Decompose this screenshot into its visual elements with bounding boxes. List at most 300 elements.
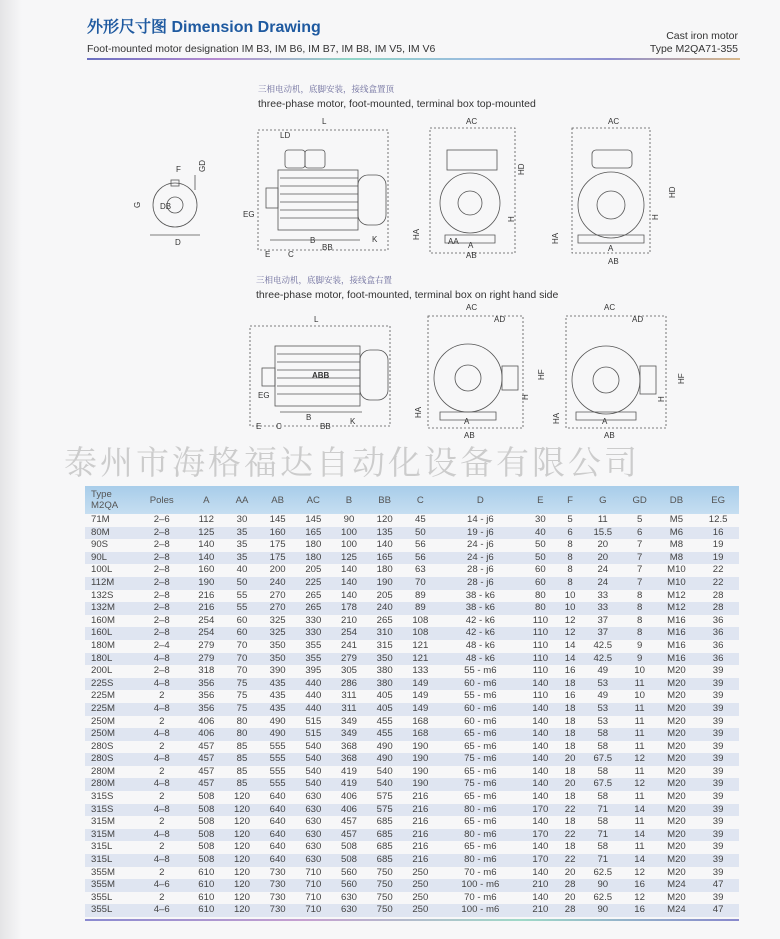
cell-aa: 70	[236, 665, 248, 677]
table-row	[85, 602, 739, 615]
cell-ab: 640	[269, 791, 286, 803]
cell-e: 140	[532, 891, 549, 903]
cell-ab: 640	[269, 828, 286, 840]
column-header-eg: EG	[697, 486, 739, 514]
cell-d: 42 - k6	[465, 627, 496, 639]
cell-a: 279	[198, 639, 215, 651]
cell-ac: 630	[305, 828, 322, 840]
cell-ac: 540	[305, 753, 322, 765]
cell-db: M20	[667, 740, 686, 752]
dimension-label-h: H	[657, 396, 666, 402]
motor-type-range: Type M2QA71-355	[649, 43, 738, 55]
cell-g: 20	[597, 539, 609, 551]
cell-a: 457	[198, 753, 215, 765]
rear-view-top-box	[572, 128, 650, 253]
cell-poles: 2–8	[153, 564, 170, 576]
cell-ab: 240	[269, 576, 286, 588]
cell-ab: 435	[269, 677, 286, 689]
table-row	[85, 741, 739, 754]
cell-ac: 225	[305, 576, 322, 588]
cell-b: 457	[340, 828, 357, 840]
cell-b: 630	[340, 904, 357, 916]
cell-e: 140	[532, 753, 549, 765]
dimension-label-e: E	[256, 422, 262, 431]
cell-b: 100	[340, 539, 357, 551]
cell-poles: 4–6	[153, 904, 170, 916]
cell-d: 65 - m6	[464, 728, 497, 740]
cell-poles: 2	[159, 841, 165, 853]
cell-type: 100L	[91, 564, 113, 576]
cell-e: 60	[535, 576, 546, 588]
cell-bb: 405	[376, 690, 393, 702]
cell-poles: 4–8	[153, 753, 170, 765]
cell-type: 132S	[91, 589, 114, 601]
cell-f: 10	[564, 589, 576, 601]
cell-a: 406	[198, 715, 215, 727]
cell-ac: 440	[305, 702, 322, 714]
cell-bb: 455	[376, 715, 393, 727]
cell-aa: 120	[233, 803, 250, 815]
cell-eg: 39	[712, 765, 724, 777]
cell-c: 149	[412, 677, 429, 689]
cell-db: M20	[667, 677, 686, 689]
cell-ac: 540	[305, 778, 322, 790]
cell-ac: 515	[305, 715, 322, 727]
table-row	[85, 564, 739, 577]
cell-d: 38 - k6	[465, 589, 496, 601]
cell-eg: 22	[712, 564, 724, 576]
cell-ab: 555	[269, 740, 286, 752]
cell-ac: 540	[305, 765, 322, 777]
cell-g: 49	[597, 690, 609, 702]
column-header-bb: BB	[367, 486, 403, 514]
cell-gd: 12	[634, 778, 645, 790]
cell-g: 42.5	[593, 652, 613, 664]
cell-bb: 685	[376, 854, 393, 866]
cell-f: 20	[564, 778, 576, 790]
cell-poles: 2–8	[153, 627, 170, 639]
cell-e: 110	[532, 690, 549, 702]
cell-e: 110	[532, 614, 549, 626]
cell-ac: 205	[305, 564, 322, 576]
cell-d: 48 - k6	[465, 652, 496, 664]
cell-db: M12	[667, 602, 686, 614]
column-header-poles: Poles	[135, 486, 188, 514]
cell-poles: 2–8	[153, 526, 170, 538]
cell-eg: 36	[712, 627, 724, 639]
cell-d: 100 - m6	[461, 904, 500, 916]
table-row	[85, 627, 739, 640]
table-row	[85, 552, 739, 565]
dimension-label-ha: HA	[414, 406, 423, 418]
cell-ac: 630	[305, 854, 322, 866]
cell-poles: 2	[159, 740, 165, 752]
dimension-label-ab: AB	[604, 431, 615, 440]
cell-db: M24	[667, 879, 686, 891]
cell-c: 149	[412, 702, 429, 714]
cell-db: M20	[667, 690, 686, 702]
cell-b: 286	[340, 677, 357, 689]
cell-eg: 19	[712, 551, 724, 563]
cell-poles: 2–8	[153, 539, 170, 551]
cell-eg: 28	[712, 602, 724, 614]
cell-a: 508	[198, 803, 215, 815]
cell-c: 190	[412, 753, 429, 765]
cell-ab: 555	[269, 753, 286, 765]
cell-b: 349	[340, 715, 357, 727]
cell-a: 279	[198, 652, 215, 664]
cell-ac: 355	[305, 652, 322, 664]
cell-ac: 145	[305, 514, 322, 525]
dimension-label-ad: AD	[494, 315, 506, 324]
dimension-label-ac: AC	[466, 117, 478, 126]
cell-type: 200L	[91, 665, 113, 677]
cell-ac: 330	[305, 614, 322, 626]
cell-db: M8	[669, 551, 684, 563]
cell-gd: 14	[634, 803, 645, 815]
cell-e: 110	[532, 652, 549, 664]
bottom-caption-en: three-phase motor, foot-mounted, terminal box on right hand side	[256, 289, 559, 301]
cell-d: 28 - j6	[467, 564, 494, 576]
cell-aa: 120	[233, 879, 250, 891]
cell-gd: 12	[634, 891, 645, 903]
cell-bb: 205	[376, 589, 393, 601]
cell-gd: 12	[634, 866, 645, 878]
cell-bb: 750	[376, 879, 393, 891]
cell-d: 75 - m6	[464, 778, 497, 790]
cell-aa: 120	[233, 904, 250, 916]
table-row	[85, 527, 739, 540]
cell-b: 140	[340, 589, 357, 601]
cell-aa: 85	[236, 740, 248, 752]
cell-f: 18	[564, 791, 576, 803]
cell-gd: 5	[636, 514, 643, 525]
cell-b: 406	[340, 791, 357, 803]
dimension-label-h: H	[521, 394, 530, 400]
cell-aa: 50	[236, 576, 248, 588]
column-header-aa: AA	[224, 486, 260, 514]
cell-e: 110	[532, 639, 549, 651]
dimension-label-gd: GD	[198, 160, 207, 172]
page-title: 外形尺寸图 Dimension Drawing	[87, 19, 321, 36]
cell-db: M20	[667, 841, 686, 853]
cell-f: 18	[564, 740, 576, 752]
cell-g: 67.5	[593, 778, 613, 790]
cell-bb: 380	[376, 665, 393, 677]
cell-d: 55 - m6	[464, 690, 497, 702]
cell-d: 100 - m6	[461, 879, 500, 891]
cell-aa: 75	[236, 702, 248, 714]
shaft-end-view	[150, 175, 200, 235]
cell-b: 279	[340, 652, 357, 664]
cell-db: M20	[667, 816, 686, 828]
cell-db: M20	[667, 891, 686, 903]
dimension-label-ab: AB	[608, 257, 619, 266]
cell-db: M10	[667, 576, 686, 588]
dimension-label-b: B	[306, 413, 312, 422]
cell-d: 14 - j6	[467, 514, 494, 525]
cell-b: 254	[340, 627, 357, 639]
dimension-label-a: A	[464, 417, 470, 426]
cell-ab: 160	[269, 526, 286, 538]
table-row	[85, 892, 739, 905]
cell-bb: 540	[376, 778, 393, 790]
side-view-top-box	[258, 130, 388, 250]
cell-type: 132M	[91, 602, 115, 614]
cell-aa: 35	[236, 539, 248, 551]
cell-c: 63	[415, 564, 426, 576]
cell-c: 89	[415, 602, 426, 614]
cell-f: 8	[567, 551, 573, 563]
cell-b: 508	[340, 854, 357, 866]
cell-bb: 455	[376, 728, 393, 740]
cell-aa: 85	[236, 753, 248, 765]
cell-bb: 165	[376, 551, 393, 563]
cell-eg: 39	[712, 690, 724, 702]
top-caption-cn: 三相电动机，底脚安装，接线盒置顶	[258, 85, 395, 95]
table-row	[85, 841, 739, 854]
dimension-label-bb: BB	[322, 243, 333, 252]
cell-bb: 140	[376, 539, 393, 551]
cell-b: 349	[340, 728, 357, 740]
column-header-gd: GD	[624, 486, 656, 514]
cell-type: 250M	[91, 728, 115, 740]
cell-e: 60	[535, 564, 546, 576]
cell-g: 24	[597, 564, 609, 576]
cell-eg: 39	[712, 778, 724, 790]
cell-e: 110	[532, 627, 549, 639]
cell-gd: 8	[636, 602, 643, 614]
cell-f: 14	[564, 639, 576, 651]
cell-a: 356	[198, 690, 215, 702]
cell-ac: 630	[305, 791, 322, 803]
cell-e: 140	[532, 866, 549, 878]
cell-bb: 490	[376, 740, 393, 752]
cell-a: 508	[198, 791, 215, 803]
cell-a: 457	[198, 765, 215, 777]
cell-g: 42.5	[593, 639, 613, 651]
cell-db: M20	[667, 791, 686, 803]
cell-type: 225M	[91, 702, 115, 714]
dimension-label-ha: HA	[412, 228, 421, 240]
cell-db: M5	[669, 514, 684, 525]
cell-eg: 39	[712, 828, 724, 840]
cell-db: M20	[667, 854, 686, 866]
cell-ac: 630	[305, 816, 322, 828]
cell-bb: 685	[376, 816, 393, 828]
cell-e: 110	[532, 665, 549, 677]
cell-b: 125	[340, 551, 357, 563]
dimension-label-h: H	[507, 216, 516, 222]
cell-db: M10	[667, 564, 686, 576]
cell-f: 14	[564, 652, 576, 664]
cell-gd: 7	[636, 539, 643, 551]
cell-f: 18	[564, 841, 576, 853]
cell-f: 16	[564, 665, 576, 677]
cell-e: 40	[535, 526, 546, 538]
cell-type: 315L	[91, 854, 113, 866]
cell-c: 121	[412, 639, 429, 651]
cell-b: 305	[340, 665, 357, 677]
cell-d: 65 - m6	[464, 816, 497, 828]
cell-b: 140	[340, 564, 357, 576]
cell-e: 140	[532, 740, 549, 752]
cell-g: 53	[597, 715, 609, 727]
cell-db: M16	[667, 614, 686, 626]
cell-type: 315S	[91, 791, 114, 803]
cell-c: 190	[412, 765, 429, 777]
cell-d: 75 - m6	[464, 753, 497, 765]
cell-gd: 10	[634, 665, 645, 677]
cell-f: 18	[564, 702, 576, 714]
cell-a: 406	[198, 728, 215, 740]
cell-c: 70	[415, 576, 426, 588]
cell-f: 18	[564, 715, 576, 727]
cell-c: 108	[412, 614, 429, 626]
table-row	[85, 791, 739, 804]
cell-c: 216	[412, 816, 429, 828]
cell-a: 610	[198, 904, 215, 916]
cell-g: 49	[597, 665, 609, 677]
cell-f: 18	[564, 816, 576, 828]
cell-gd: 9	[636, 639, 643, 651]
cell-e: 140	[532, 702, 549, 714]
cell-e: 170	[532, 803, 549, 815]
cell-c: 133	[412, 665, 429, 677]
dimension-label-e: E	[265, 250, 271, 259]
dimension-label-k: K	[350, 417, 356, 426]
cell-aa: 55	[236, 602, 248, 614]
cell-c: 216	[412, 803, 429, 815]
cell-bb: 135	[376, 526, 393, 538]
cell-ac: 540	[305, 740, 322, 752]
cell-g: 20	[597, 551, 609, 563]
cell-eg: 47	[712, 879, 724, 891]
cell-ac: 710	[305, 891, 322, 903]
cell-bb: 350	[376, 652, 393, 664]
cell-e: 140	[532, 677, 549, 689]
dimension-label-g: G	[133, 201, 142, 208]
cell-ab: 435	[269, 690, 286, 702]
cell-bb: 575	[376, 791, 393, 803]
cell-aa: 70	[236, 652, 248, 664]
cell-f: 12	[564, 627, 576, 639]
cell-f: 22	[564, 828, 576, 840]
cell-a: 190	[198, 576, 215, 588]
cell-type: 160M	[91, 614, 115, 626]
cell-type: 180M	[91, 639, 115, 651]
bottom-caption-cn: 三相电动机，底脚安装，接线盒右置	[256, 276, 393, 286]
cell-ac: 440	[305, 677, 322, 689]
cell-ac: 440	[305, 690, 322, 702]
cell-poles: 4–6	[153, 879, 170, 891]
cell-ac: 180	[305, 539, 322, 551]
cell-eg: 39	[712, 728, 724, 740]
dimension-label-k: K	[372, 235, 378, 244]
dimension-label-a: A	[468, 241, 474, 250]
cell-db: M20	[667, 778, 686, 790]
table-row	[85, 690, 739, 703]
cell-ab: 145	[269, 514, 286, 525]
cell-type: 280S	[91, 740, 114, 752]
cell-ab: 490	[269, 728, 286, 740]
cell-poles: 2	[159, 866, 165, 878]
cell-a: 610	[198, 879, 215, 891]
cell-type: 225M	[91, 690, 115, 702]
cell-ab: 490	[269, 715, 286, 727]
cell-c: 168	[412, 728, 429, 740]
cell-gd: 10	[634, 690, 645, 702]
cell-db: M20	[667, 866, 686, 878]
cell-b: 419	[340, 765, 357, 777]
cell-gd: 8	[636, 614, 643, 626]
cell-bb: 180	[376, 564, 393, 576]
cell-a: 508	[198, 841, 215, 853]
cell-ab: 555	[269, 778, 286, 790]
cell-eg: 16	[712, 526, 724, 538]
cell-db: M16	[667, 639, 686, 651]
dimension-label-ab: AB	[466, 251, 477, 260]
cell-poles: 4–8	[153, 702, 170, 714]
cell-e: 140	[532, 791, 549, 803]
cell-b: 457	[340, 816, 357, 828]
cell-e: 140	[532, 765, 549, 777]
table-row	[85, 577, 739, 590]
cell-type: 280S	[91, 753, 114, 765]
cell-e: 50	[535, 551, 546, 563]
cell-eg: 39	[712, 816, 724, 828]
cell-g: 62.5	[593, 891, 613, 903]
cell-db: M20	[667, 728, 686, 740]
cell-d: 70 - m6	[464, 891, 497, 903]
cell-ab: 390	[269, 665, 286, 677]
column-header-g: G	[582, 486, 624, 514]
dimension-label-hf: HF	[677, 373, 686, 384]
cell-poles: 2–8	[153, 576, 170, 588]
cell-gd: 11	[634, 765, 645, 777]
cell-b: 311	[341, 690, 357, 702]
cell-b: 368	[340, 753, 357, 765]
cell-e: 170	[532, 828, 549, 840]
cell-poles: 2–8	[153, 551, 170, 563]
cell-ab: 730	[269, 891, 286, 903]
table-row	[85, 653, 739, 666]
cell-type: 160L	[91, 627, 113, 639]
cell-ab: 325	[269, 627, 286, 639]
column-header-db: DB	[656, 486, 698, 514]
cell-eg: 39	[712, 854, 724, 866]
cell-bb: 750	[376, 891, 393, 903]
cell-f: 28	[564, 904, 576, 916]
cell-a: 508	[198, 828, 215, 840]
cell-type: 315L	[91, 841, 113, 853]
cell-c: 56	[415, 539, 426, 551]
cell-poles: 4–8	[153, 677, 170, 689]
cell-ac: 710	[305, 866, 322, 878]
cell-d: 48 - k6	[465, 639, 496, 651]
cell-ab: 270	[269, 602, 286, 614]
cell-ab: 640	[269, 841, 286, 853]
cell-f: 5	[567, 514, 573, 525]
cell-f: 18	[564, 728, 576, 740]
cell-ab: 325	[269, 614, 286, 626]
dimension-label-ac: AC	[604, 303, 616, 312]
cell-poles: 2	[159, 816, 165, 828]
cell-c: 149	[412, 690, 429, 702]
cell-c: 216	[412, 854, 429, 866]
cell-aa: 120	[233, 816, 250, 828]
table-row	[85, 879, 739, 892]
